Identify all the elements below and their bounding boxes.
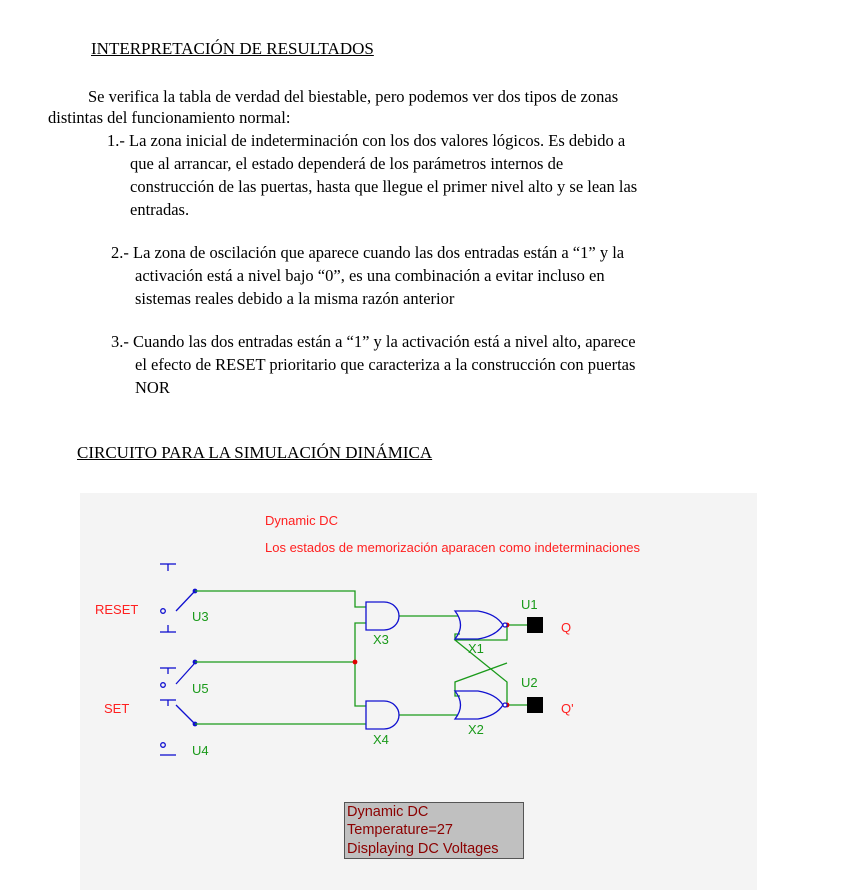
and-gate-x3: [366, 602, 399, 630]
item-line: Cuando las dos entradas están a “1” y la activación está a nivel alto, aparece: [133, 332, 636, 351]
item-3-line-3: NOR: [135, 378, 170, 397]
switch-u4: [160, 700, 194, 755]
item-1-line-4: entradas.: [130, 200, 190, 219]
section-title-resultados: INTERPRETACIÓN DE RESULTADOS: [91, 39, 374, 58]
probe-u1: [527, 617, 543, 633]
q-label: Q: [561, 620, 572, 635]
item-line: La zona de oscilación que aparece cuando las dos entradas están a “1” y la: [133, 243, 625, 262]
status-line-3: Displaying DC Voltages: [347, 840, 499, 857]
reset-label: RESET: [95, 602, 139, 617]
x1-bubble: [503, 623, 507, 627]
u4-label: U4: [192, 743, 209, 758]
item-number: 3.-: [111, 332, 129, 351]
simulation-status-box: [344, 802, 524, 859]
u2-label: U2: [521, 675, 538, 690]
item-3-line-2: el efecto de RESET prioritario que caracteriza a la construcción con puertas: [135, 355, 636, 374]
schematic-header-2: Los estados de memorización aparacen como indeterminaciones: [265, 540, 641, 555]
probe-u2: [527, 697, 543, 713]
item-2-line-2: activación está a nivel bajo “0”, es una combinación a evitar incluso en: [135, 266, 605, 285]
item-1-line-3: construcción de las puertas, hasta que llegue el primer nivel alto y se lean las: [130, 177, 638, 196]
item-2-line-3: sistemas reales debido a la misma razón anterior: [135, 289, 455, 308]
x2-bubble: [503, 703, 507, 707]
item-line: La zona inicial de indeterminación con los dos valores lógicos. Es debido a: [129, 131, 626, 150]
status-line-1: Dynamic DC: [347, 804, 429, 820]
junction-node: [353, 660, 358, 665]
item-1-line-2: que al arrancar, el estado dependerá de los parámetros internos de: [130, 154, 564, 173]
u3-label: U3: [192, 609, 209, 624]
x3-label: X3: [373, 632, 389, 647]
set-label: SET: [104, 701, 130, 716]
intro-line-1: Se verifica la tabla de verdad del biestable, pero podemos ver dos tipos de zonas: [88, 87, 619, 106]
u5-label: U5: [192, 681, 209, 696]
q-bar-label: Q': [561, 701, 574, 716]
intro-line-2: distintas del funcionamiento normal:: [48, 108, 291, 127]
x4-label: X4: [373, 732, 389, 747]
item-number: 2.-: [111, 243, 129, 262]
schematic-header-1: Dynamic DC: [265, 513, 338, 528]
switch-u5: [160, 664, 194, 687]
item-number: 1.-: [107, 131, 125, 150]
section-title-circuito: CIRCUITO PARA LA SIMULACIÓN DINÁMICA: [77, 443, 433, 462]
switch-u3: [160, 564, 194, 632]
status-line-2: Temperature=27: [347, 822, 453, 839]
and-gate-x4: [366, 701, 399, 729]
x1-label: X1: [468, 641, 484, 656]
u1-label: U1: [521, 597, 538, 612]
x2-label: X2: [468, 722, 484, 737]
nor-gate-x2: [455, 691, 503, 719]
nor-gate-x1: [455, 611, 503, 639]
